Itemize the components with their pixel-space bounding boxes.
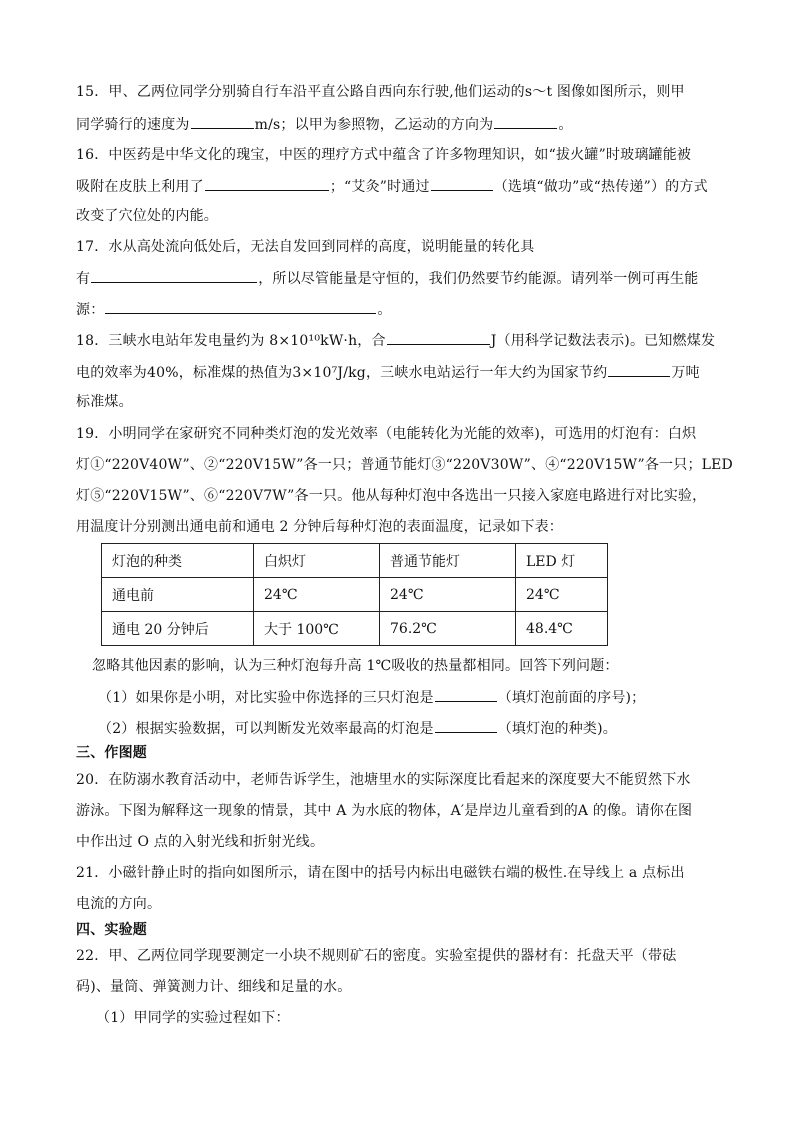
table-cell: 24℃ [516,578,608,612]
q18-text-c: 电的效率为40%，标准煤的热值为3×10⁷J/kg，三峡水电站运行一年大约为国家节约 [76,365,608,381]
q20-line-1: 20．在防溺水教育活动中，老师告诉学生，池塘里水的实际深度比看起来的深度要大不能贸然下水 [76,772,691,788]
q21-line-2: 电流的方向。 [76,896,162,912]
q15-text-c: 。 [558,117,573,133]
q15-blank-speed[interactable] [191,114,254,129]
q16-blank-principle[interactable] [205,176,329,191]
table-cell: 通电前 [102,578,254,612]
table-row [102,612,608,646]
q15-text-a: 同学骑行的速度为 [76,117,190,133]
q17-blank-direction[interactable] [91,268,257,283]
q18-line-1 [76,330,718,350]
q22-sub-1: （1）甲同学的实验过程如下： [96,1010,290,1026]
q19-line-3: 灯⑤“220V15W”、⑥“220V7W”各一只。他从每种灯泡中各选出一只接入家庭电路进行对比实验， [76,488,707,504]
q18-text-a: 18．三峡水电站年发电量约为 8×10¹⁰kW·h，合 [76,333,386,349]
q19-note: 忽略其他因素的影响，认为三种灯泡每升高 1℃吸收的热量都相同。回答下列问题： [92,658,619,674]
q18-line-3: 标准煤。 [76,394,133,410]
q18-blank-joules[interactable] [387,330,490,345]
q16-blank-method[interactable] [431,176,493,191]
q19-line-2: 灯①“220V40W”、②“220V15W”各一只；普通节能灯③“220V30W”、④“220V15W”各一只；LED [76,457,733,473]
table-cell: 76.2℃ [380,612,516,646]
q19-sub-1-text-b: （填灯泡前面的序号)； [497,690,646,706]
q18-line-2 [76,362,718,382]
q16-text-a: 吸附在皮肤上利用了 [76,179,204,195]
table-row [102,578,608,612]
q16-line-2 [76,176,718,196]
q19-line-1: 19．小明同学在家研究不同种类灯泡的发光效率（电能转化为光能的效率)，可选用的灯泡有：白炽 [76,426,697,442]
q15-line-2 [76,114,718,134]
q17-text-a: 有 [76,271,91,287]
q19-sub-2-text-b: （填灯泡的种类)。 [497,721,617,737]
q20-line-3: 中作出过 O 点的入射光线和折射光线。 [76,834,325,850]
table-cell: 通电 20 分钟后 [102,612,254,646]
section-heading-drawing: 三、作图题 [76,745,147,761]
q16-text-c: （选填“做功”或“热传递”）的方式 [493,179,708,195]
q18-text-d: 万吨 [671,365,700,381]
q17-text-b: ，所以尽管能量是守恒的，我们仍然要节约能源。请列举一例可再生能 [258,271,699,287]
table-cell: 白炽灯 [254,544,380,578]
table-cell: 灯泡的种类 [102,544,254,578]
q20-line-2: 游泳。下图为解释这一现象的情景，其中 A 为水底的物体，A′是岸边儿童看到的A 的像。请你在图 [76,803,693,819]
table-row [102,544,608,578]
q17-text-d: 。 [377,302,392,318]
q19-blank-bulbs[interactable] [435,687,497,702]
table-cell: 48.4℃ [516,612,608,646]
q15-text-b: m/s；以甲为参照物，乙运动的方向为 [254,117,494,133]
q19-sub-1-text-a: （1）如果你是小明，对比实验中你选择的三只灯泡是 [98,690,434,706]
table-cell: 大于 100℃ [254,612,380,646]
q17-line-1: 17．水从高处流向低处后，无法自发回到同样的高度，说明能量的转化具 [76,239,535,255]
table-cell: 普通节能灯 [380,544,516,578]
q16-line-3: 改变了穴位处的内能。 [76,208,218,224]
q22-line-1: 22．甲、乙两位同学现要测定一小块不规则矿石的密度。实验室提供的器材有：托盘天平（带砝 [76,948,677,964]
bulb-temperature-table [101,543,608,646]
q19-sub-1 [98,687,740,707]
q17-blank-renewable[interactable] [105,299,376,314]
q15-blank-direction[interactable] [494,114,557,129]
q18-text-b: J（用科学记数法表示)。已知燃煤发 [490,333,716,349]
q22-line-2: 码)、量筒、弹簧测力计、细线和足量的水。 [76,979,352,995]
section-heading-experiment: 四、实验题 [76,922,147,938]
q19-blank-best-bulb[interactable] [435,718,497,733]
q21-line-1: 21．小磁针静止时的指向如图所示，请在图中的括号内标出电磁铁右端的极性.在导线上 a 点标出 [76,865,685,881]
q16-text-b: ；“艾灸”时通过 [329,179,430,195]
q15-line-1: 15．甲、乙两位同学分别骑自行车沿平直公路自西向东行驶,他们运动的s～t 图像如图所示，则甲 [76,84,685,100]
q19-line-4: 用温度计分别测出通电前和通电 2 分钟后每种灯泡的表面温度，记录如下表： [76,519,564,535]
q17-line-2 [76,268,718,288]
q16-line-1: 16．中医药是中华文化的瑰宝，中医的理疗方式中蕴含了许多物理知识，如“拔火罐”时玻璃罐能被 [76,147,692,163]
table-cell: 24℃ [254,578,380,612]
table-cell: LED 灯 [516,544,608,578]
table-cell: 24℃ [380,578,516,612]
q19-sub-2-text-a: （2）根据实验数据，可以判断发光效率最高的灯泡是 [98,721,434,737]
q17-line-3 [76,299,718,319]
q19-sub-2 [98,718,740,738]
q17-text-c: 源： [76,302,105,318]
q18-blank-coal[interactable] [608,362,670,377]
